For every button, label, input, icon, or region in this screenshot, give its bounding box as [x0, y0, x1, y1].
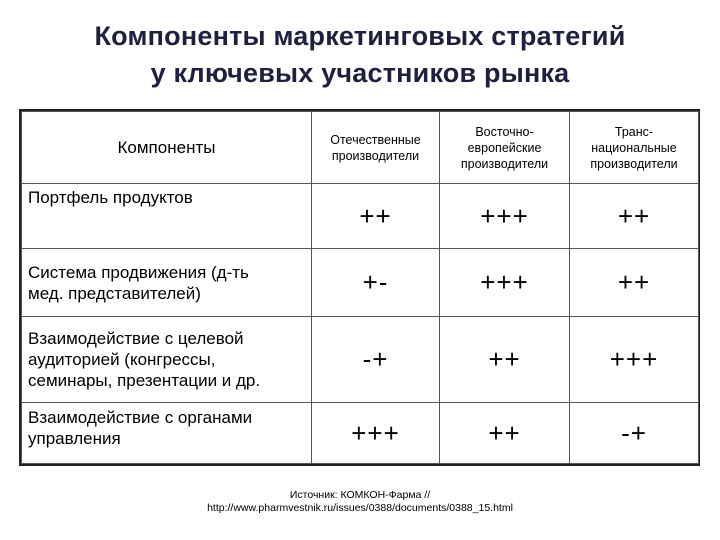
header-east-european: Восточно- европейские производители — [440, 112, 570, 184]
cell-value: -+ — [312, 317, 440, 403]
cell-value: +- — [312, 249, 440, 317]
row-label: Взаимодействие с органами управления — [22, 403, 312, 464]
title-line-2: у ключевых участников рынка — [150, 58, 570, 88]
row-label: Система продвижения (д-ть мед. представителей) — [22, 249, 312, 317]
cell-value: -+ — [570, 403, 699, 464]
row-label: Взаимодействие с целевой аудиторией (конгрессы, семинары, презентации и др. — [22, 317, 312, 403]
cell-value: ++ — [570, 184, 699, 249]
table-row — [22, 317, 699, 403]
title-line-1: Компоненты маркетинговых стратегий — [94, 21, 626, 51]
table-row — [22, 184, 699, 249]
header-domestic: Отечественные производители — [312, 112, 440, 184]
cell-value: +++ — [440, 184, 570, 249]
table-row — [22, 249, 699, 317]
source-line-1: Источник: КОМКОН-Фарма // — [289, 489, 431, 501]
cell-value: +++ — [570, 317, 699, 403]
header-components: Компоненты — [22, 112, 312, 184]
source-link: http://www.pharmvestnik.ru/issues/0388/documents/0388_15.html — [207, 502, 513, 514]
source-note — [0, 489, 720, 515]
page-title — [0, 18, 720, 92]
cell-value: +++ — [312, 403, 440, 464]
cell-value: ++ — [570, 249, 699, 317]
cell-value: +++ — [440, 249, 570, 317]
strategy-table — [19, 109, 700, 466]
cell-value: ++ — [440, 403, 570, 464]
table-header-row — [22, 112, 699, 184]
header-transnational: Транс- национальные производители — [570, 112, 699, 184]
table-row — [22, 403, 699, 464]
cell-value: ++ — [440, 317, 570, 403]
cell-value: ++ — [312, 184, 440, 249]
row-label: Портфель продуктов — [22, 184, 312, 249]
